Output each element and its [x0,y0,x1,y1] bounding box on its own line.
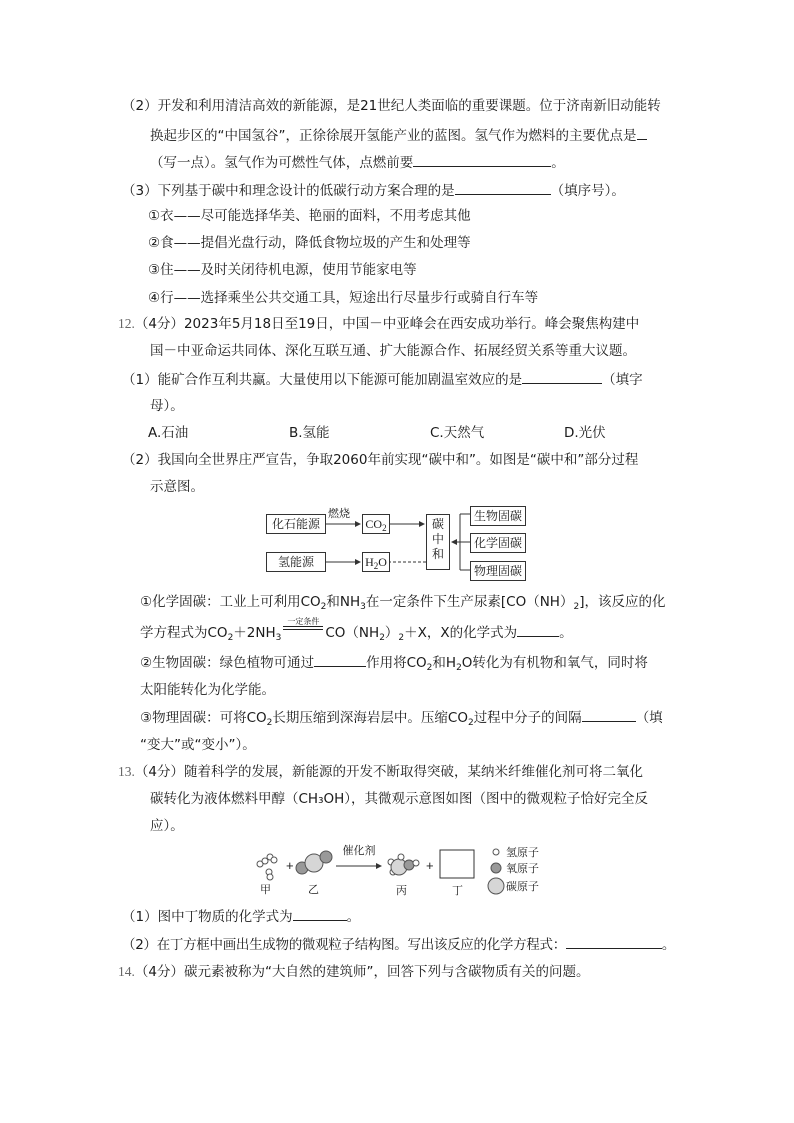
chem-fixation-box: 化学固碳 [470,533,526,553]
answer-blank-spacing[interactable] [582,707,636,722]
answer-blank-greenhouse[interactable] [522,369,602,384]
q12-2-phys-line2: “变大”或“变小”）。 [140,737,256,753]
q12-2-chem-line1: ①化学固碳：工业上可利用$CO_2$和$NH_3$在一定条件下生产尿素$[CO(NH)_2]$，该反应的化 [140,594,666,612]
legend-h-atom [493,849,499,855]
co2-molecule [296,851,332,874]
legend-c-atom [488,878,504,894]
carbon-neutral-box: 碳 中 和 [426,514,450,570]
question-number: 13. [118,764,135,779]
label-jia: 甲 [260,883,271,896]
h2o-box: $H_2O$ [362,552,390,572]
q11-3-stem: （3）下列基于碳中和理念设计的低碳行动方案合理的是 （填序号）。 [122,180,625,201]
q12-line1: 12.（4分）2023年5月18日至19日，中国－中亚峰会在西安成功举行。峰会聚焦构建中 [118,316,640,332]
q11-2-line2: 换起步区的“中国氢谷”，正徐徐展开氢能产业的蓝图。氢气作为燃料的主要优点是 [150,125,647,146]
svg-text:+: + [426,858,434,873]
q12-1-stem-end: 母）。 [150,398,184,414]
option-1: ①衣——尽可能选择华美、艳丽的面料，不用考虑其他 [148,208,471,224]
q12-2-stem: （2）我国向全世界庄严宣告，争取2060年前实现“碳中和”。如图是“碳中和”部分过程 [122,452,639,468]
q13-line1: 13.（4分）随着科学的发展，新能源的开发不断取得突破，某纳米纤维催化剂可将二氧化 [118,764,643,780]
legend-o-atom [491,863,501,873]
q11-2-line3: （写一点）。氢气作为可燃性气体，点燃前要 。 [150,152,565,173]
answer-blank-advantage[interactable] [637,125,647,140]
choice-b: B.氢能 [289,425,330,441]
fossil-energy-box: 化石能源 [266,514,326,534]
q12-2-chem-line2: 学方程式为$CO_2+2NH_3$ 一定条件 $CO(NH_2)_2+X$，X的化学式为 。 [140,617,573,643]
question-number: 12. [118,316,135,331]
q13-line2: 碳转化为液体燃料甲醇（CH₃OH），其微观示意图如图（图中的微观粒子恰好完全反 [150,791,649,807]
legend-h-label: 氢原子 [506,846,539,859]
reaction-condition: 一定条件 [281,623,325,637]
choice-d: D.光伏 [564,425,606,441]
option-3: ③住——及时关闭待机电源，使用节能家电等 [148,262,417,278]
methanol-molecule [388,854,419,875]
phys-fixation-box: 物理固碳 [470,561,526,581]
q13-line3: 应）。 [150,818,184,834]
micro-reaction-diagram [252,846,582,898]
q14-line1: 14.（4分）碳元素被称为“大自然的建筑师”，回答下列与含碳物质有关的问题。 [118,964,590,980]
legend-c-label: 碳原子 [506,880,539,893]
q12-line2: 国－中亚命运共同体、深化互联互通、扩大能源合作、拓展经贸关系等重大议题。 [150,343,636,359]
svg-text:+: + [286,858,294,873]
option-4: ④行——选择乘坐公共交通工具，短途出行尽量步行或骑自行车等 [148,290,539,306]
burn-label: 燃烧 [328,507,350,520]
q12-2-stem-end: 示意图。 [150,479,204,495]
product-d-box [440,850,474,878]
legend-o-label: 氧原子 [506,862,539,875]
q11-2-line1: （2）开发和利用清洁高效的新能源，是21世纪人类面临的重要课题。位于济南新旧动能转 [122,98,661,114]
answer-blank-low-carbon[interactable] [455,180,551,195]
label-bing: 丙 [396,884,407,897]
option-2: ②食——提倡光盘行动，降低食物垃圾的产生和处理等 [148,235,471,251]
q12-1-stem: （1）能矿合作互利共赢。大量使用以下能源可能加剧温室效应的是 （填字 [122,369,643,390]
answer-blank-equation[interactable] [566,934,662,949]
label-yi: 乙 [308,883,319,896]
choice-a: A.石油 [148,425,189,441]
q13-2-stem: （2）在丁方框中画出生成物的微观粒子结构图。写出该反应的化学方程式： 。 [122,934,675,955]
carbon-neutral-diagram [266,506,528,584]
co2-box: $CO_2$ [362,514,390,534]
answer-blank-d-formula[interactable] [293,906,347,921]
catalyst-label: 催化剂 [342,844,376,857]
hydrogen-molecules [257,854,277,880]
choice-c: C.天然气 [430,425,485,441]
question-number: 14. [118,964,135,979]
q12-2-bio-line1: ②生物固碳：绿色植物可通过 作用将$CO_2$和$H_2O$转化为有机物和氧气，同时将 [140,652,648,673]
q13-1-stem: （1）图中丁物质的化学式为 。 [122,906,360,927]
label-ding: 丁 [452,884,463,897]
answer-blank-photosynthesis[interactable] [314,652,366,667]
hydrogen-energy-box: 氢能源 [266,552,326,572]
bio-fixation-box: 生物固碳 [470,506,526,526]
answer-blank-x-formula[interactable] [517,622,559,637]
q12-2-phys-line1: ③物理固碳：可将$CO_2$长期压缩到深海岩层中。压缩$CO_2$过程中分子的间隔 （填 [140,707,663,728]
q12-2-bio-line2: 太阳能转化为化学能。 [140,682,275,698]
answer-blank-before-ignite[interactable] [413,152,551,167]
